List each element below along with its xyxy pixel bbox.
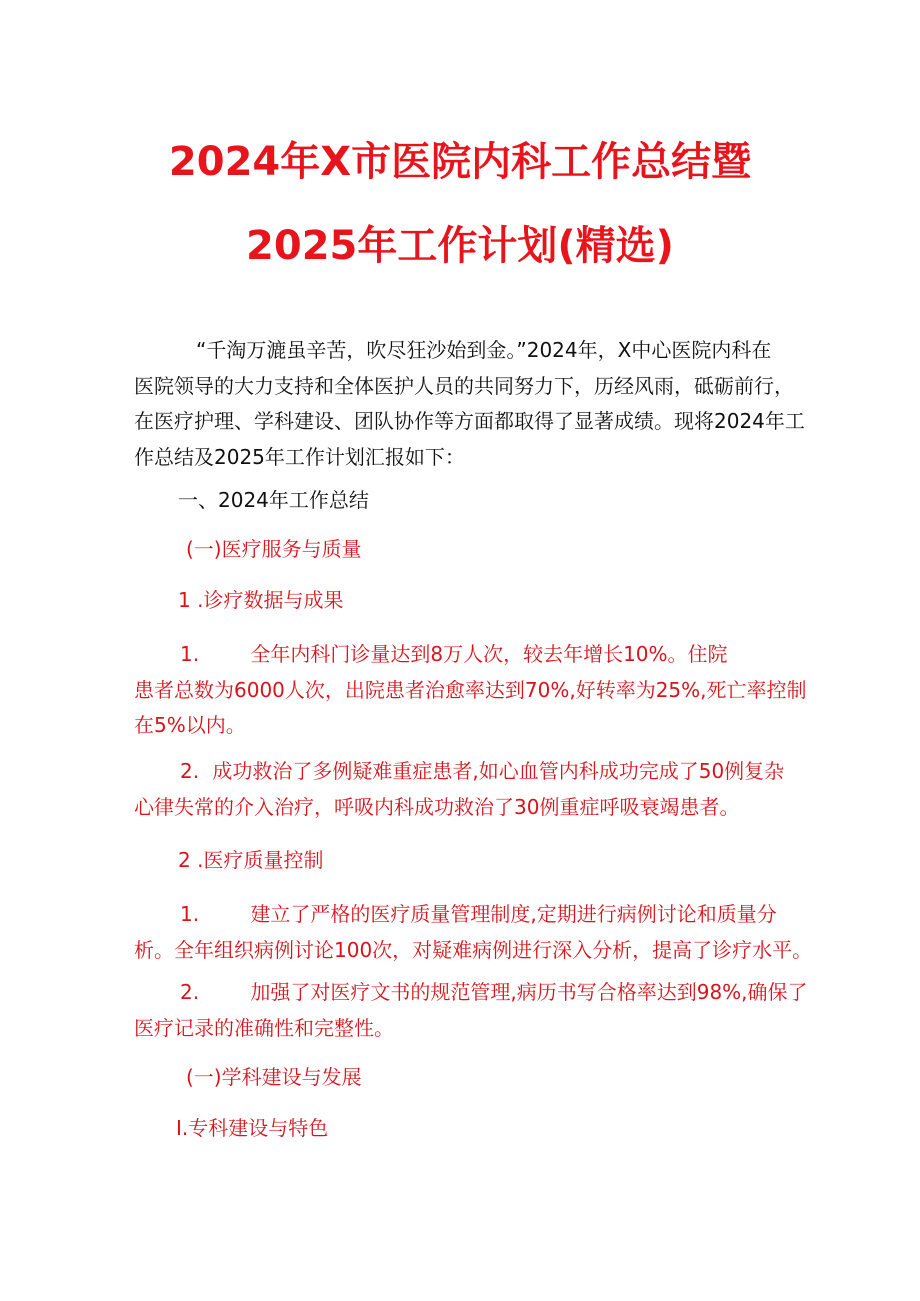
item-1-1-1-line3: 在5%以内。 — [134, 713, 246, 737]
item-1-1-2-line1: 成功救治了多例疑难重症患者,如心血管内科成功完成了50例复杂 — [212, 759, 785, 783]
intro-line-4: 作总结及2025年工作计划汇报如下： — [134, 444, 465, 469]
section-heading-1: 一、2024年工作总结 — [178, 488, 369, 512]
item-1-2-2-number: 2. — [180, 980, 200, 1004]
document-title-line2: 2025年工作计划(精选) — [246, 223, 674, 269]
item-1-1-2-number: 2. — [180, 759, 200, 783]
subsection-heading-1: (一)医疗服务与质量 — [186, 537, 362, 561]
heading-1-2: 2 .医疗质量控制 — [178, 848, 324, 872]
item-1-1-1-line1: 全年内科门诊量达到8万人次，较去年增长10%。住院 — [250, 642, 728, 666]
item-1-2-1 — [134, 897, 813, 968]
intro-line-1: “千淘万漉虽辛苦，吹尽狂沙始到金。”2024年，X中心医院内科在 — [196, 338, 772, 362]
heading-1-1: 1 .诊疗数据与成果 — [178, 588, 344, 612]
item-1-1-1-line2: 患者总数为6000人次，出院患者治愈率达到70%,好转率为25%,死亡率控制 — [134, 677, 807, 702]
item-1-2-2-line2: 医疗记录的准确性和完整性。 — [134, 1015, 394, 1040]
item-1-2-1-line1: 建立了严格的医疗质量管理制度,定期进行病例讨论和质量分 — [250, 902, 777, 926]
item-1-1-1-number: 1. — [180, 642, 200, 666]
item-1-1-2-line2: 心律失常的介入治疗，呼吸内科成功救治了30例重症呼吸衰竭患者。 — [134, 794, 740, 819]
item-1-2-2 — [134, 975, 808, 1046]
item-1-2-1-line2: 析。全年组织病例讨论100次，对疑难病例进行深入分析，提高了诊疗水平。 — [134, 937, 813, 962]
intro-line-3: 在医疗护理、学科建设、团队协作等方面都取得了显著成绩。现将2024年工 — [134, 409, 805, 433]
heading-2-1: I.专科建设与特色 — [176, 1116, 329, 1140]
intro-paragraph — [134, 333, 805, 475]
subsection-heading-2: (一)学科建设与发展 — [186, 1065, 362, 1089]
item-1-1-1 — [134, 637, 807, 744]
document-title-line1: 2024年X市医院内科工作总结暨 — [168, 139, 752, 185]
item-1-1-2 — [134, 754, 794, 825]
item-1-2-2-line1: 加强了对医疗文书的规范管理,病历书写合格率达到98%,确保了 — [250, 980, 808, 1004]
intro-line-2: 医院领导的大力支持和全体医护人员的共同努力下，历经风雨，砥砺前行， — [134, 373, 794, 398]
item-1-2-1-number: 1. — [180, 902, 200, 926]
